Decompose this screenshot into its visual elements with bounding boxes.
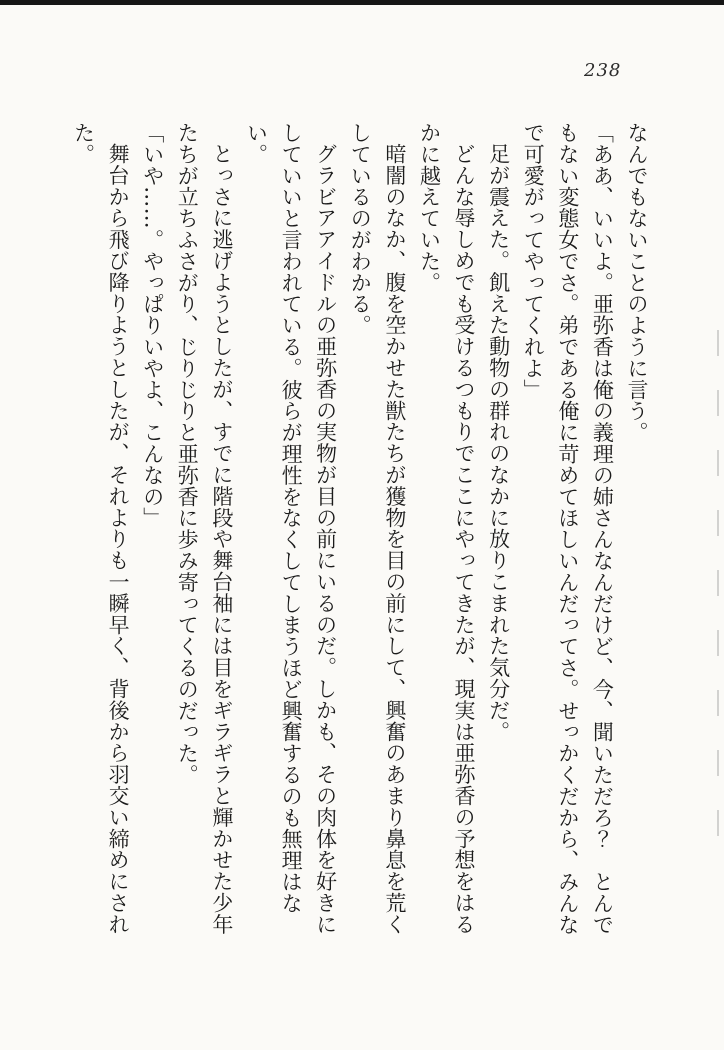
paragraph-dialogue: 「ああ、いいよ。亜弥香は俺の義理の姉さんなんだけど、今、聞いただろ？ とんでもない変態女でさ。弟である俺に苛めてほしいんだってさ。せっかくだから、みんなで可愛がってやってくれよ」	[521, 122, 615, 936]
paragraph: なんでもないことのように言う。	[625, 122, 649, 443]
paragraph: とっさに逃げようとしたが、すでに階段や舞台袖には目をギラギラと輝かせた少年たちが立ちふさがり、じりじりと亜弥香に歩み寄ってくるのだった。	[175, 122, 234, 935]
paragraph: どんな辱しめでも受けるつもりでここにやってきたが、現実は亜弥香の予想をはるかに越えていた。	[417, 122, 477, 935]
page-number: 238	[584, 60, 622, 81]
paragraph: グラビアアイドルの亜弥香の実物が目の前にいるのだ。しかも、その肉体を好きにしていいと言われている。彼らが理性をなくしてしまうほど興奮するのも無理はない。	[244, 122, 338, 935]
paragraph: 暗闇のなか、腹を空かせた獣たちが獲物を目の前にして、興奮のあまり鼻息を荒くしているのがわかる。	[348, 122, 407, 935]
paragraph: 舞台から飛び降りようとしたが、それよりも一瞬早く、背後から羽交い締めにされた。	[71, 122, 131, 935]
body-text	[71, 122, 654, 942]
paragraph-dialogue: 「いや……。やっぱりいやよ、こんなの」	[140, 122, 165, 529]
paragraph: 足が震えた。飢えた動物の群れのなかに放りこまれた気分だ。	[486, 143, 511, 743]
scan-top-edge	[0, 0, 724, 5]
scan-right-edge-artifact	[717, 330, 719, 850]
